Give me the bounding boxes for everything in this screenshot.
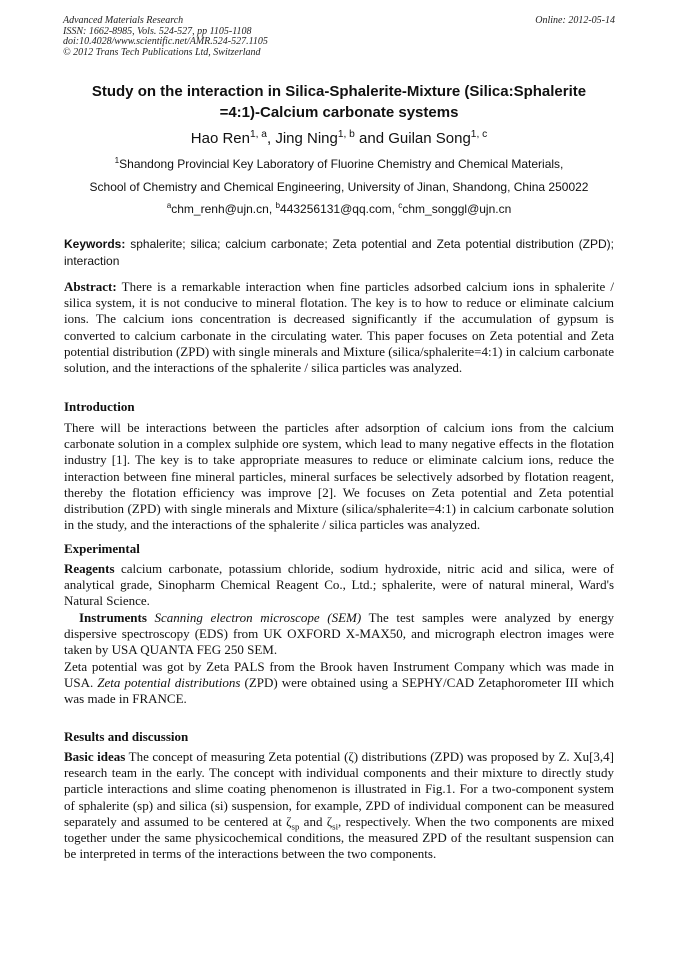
abstract-text: There is a remarkable interaction when fine particles adsorbed calcium ions in sphalerite / silica system, it is not conducive to mineral flotation. The key is to how to reduce or eliminate calcium ions. The calcium ions concentration is decreased significantly if the accumulation of gypsum is converted to calcium carbonate in the circulating water. This paper focuses on Zeta potential and Zeta potential distribution (ZPD) with single minerals and Mixture (silica/sphalerite=4:1) in calcium carbonate solution, and the interactions of the sphalerite / silica particles was analyzed. bbox=[64, 279, 614, 376]
instruments-label: Instruments bbox=[79, 610, 147, 625]
keywords-block bbox=[64, 236, 614, 269]
introduction-heading: Introduction bbox=[64, 399, 135, 414]
doi-line: doi:10.4028/www.scientific.net/AMR.524-527.1105 bbox=[63, 36, 268, 47]
author-affiliation-mark: 1, c bbox=[470, 129, 488, 140]
author-name: Jing Ning bbox=[275, 130, 338, 147]
abstract-block bbox=[64, 279, 614, 376]
online-date: Online: 2012-05-14 bbox=[535, 15, 615, 26]
reagents-paragraph: Reagents calcium carbonate, potassium chloride, sodium hydroxide, nitric acid and silica, were of analytical grade, Sinopharm Chemical Reagent Co., Ltd.; sphalerite, were of natural mineral, Ward's Natural Science. bbox=[64, 561, 614, 609]
author-list bbox=[40, 130, 638, 147]
author-separator: , bbox=[266, 130, 276, 147]
author-name: Hao Ren bbox=[190, 130, 250, 147]
instruments-paragraph: Instruments Scanning electron microscope (SEM) The test samples were analyzed by energy dispersive spectroscopy (EDS) from UK OXFORD X-MAX50, and micrograph electron images were taken by USA QUANTA FEG 250 SEM. bbox=[64, 610, 614, 658]
keywords-label: Keywords: bbox=[64, 237, 126, 251]
author-separator: and bbox=[354, 130, 389, 147]
affiliation-line-1: $^1$Shandong Provincial Key Laboratory of Fluorine Chemistry and Chemical Materials, bbox=[114, 156, 564, 171]
author-name: Guilan Song bbox=[388, 130, 471, 147]
email-address[interactable]: 443256131@qq.com, bbox=[280, 202, 399, 216]
author-affiliation-mark: 1, b bbox=[337, 129, 355, 140]
basic-ideas-label: Basic ideas bbox=[64, 749, 126, 764]
issn-line: ISSN: 1662-8985, Vols. 524-527, pp 1105-1108 bbox=[63, 25, 252, 37]
email-address[interactable]: chm_songgl@ujn.cn bbox=[402, 202, 512, 216]
abstract-label: Abstract: bbox=[64, 279, 117, 294]
zeta-paragraph: Zeta potential was got by Zeta PALS from the Brook haven Instrument Company which was made in USA. Zeta potential distributions (ZPD) were obtained using a SEPHY/CAD Zetaphorometer III which was made in FRANCE. bbox=[64, 659, 614, 707]
keywords-text: sphalerite; silica; calcium carbonate; Zeta potential and Zeta potential distribution (ZPD); interaction bbox=[64, 237, 614, 268]
introduction-text: There will be interactions between the particles after adsorption of calcium ions from the calcium carbonate solution in a complex sulphide ore system, which lead to many negative effects in the flotation industry [1]. The key is to take appropriate measures to reduce or eliminate calcium ions, reduce the interaction between fine mineral particles, mineral surfaces be selectively adsorbed by flotation reagent, thereby the flotation efficiency was improve [2]. We focuses on Zeta potential and Zeta potential distribution (ZPD) with single minerals and Mixture (silica/sphalerite=4:1) in calcium carbonate solution in the study, and the interactions of the sphalerite / silica particles was analyzed. bbox=[64, 420, 614, 533]
affiliation-mark: 1 bbox=[114, 156, 120, 165]
author-affiliation-mark: 1, a bbox=[249, 129, 267, 140]
basic-ideas-paragraph: Basic ideas The concept of measuring Zeta potential (ζ) distributions (ZPD) was proposed by Z. Xu[3,4] research team in the early. The concept with individual components and their mixture to directly study particle interactions and slime coating phenomenon is illustrated in Fig.1. For a two-component system of sphalerite (sp) and silica (si) suspension, for example, ZPD of individual component can be measured separately and assumed to be centered at $\zeta_{sp}$ and $\zeta_{si}$, respectively. When the two components are mixed together under the same physicochemical conditions, the measured ZPD of the resultant suspension can be interpreted in terms of the interactions between the two components. bbox=[64, 749, 614, 862]
journal-name: Advanced Materials Research bbox=[63, 15, 184, 26]
email-line: $^a$chm_renh@ujn.cn, $^b$443256131@qq.com, $^c$chm_songgl@ujn.cn bbox=[166, 201, 512, 216]
email-address[interactable]: chm_renh@ujn.cn, bbox=[171, 202, 276, 216]
results-heading: Results and discussion bbox=[64, 729, 189, 744]
paper-title bbox=[40, 81, 638, 123]
title-line-2: =4:1)-Calcium carbonate systems bbox=[219, 104, 459, 121]
experimental-heading: Experimental bbox=[64, 541, 140, 556]
reagents-label: Reagents bbox=[64, 561, 115, 576]
running-header bbox=[63, 16, 268, 58]
title-line-1: Study on the interaction in Silica-Sphalerite-Mixture (Silica:Sphalerite bbox=[91, 83, 587, 100]
copyright-line: © 2012 Trans Tech Publications Ltd, Switzerland bbox=[63, 46, 261, 58]
affiliation-line-2: School of Chemistry and Chemical Engineering, University of Jinan, Shandong, China 250022 bbox=[89, 180, 589, 194]
